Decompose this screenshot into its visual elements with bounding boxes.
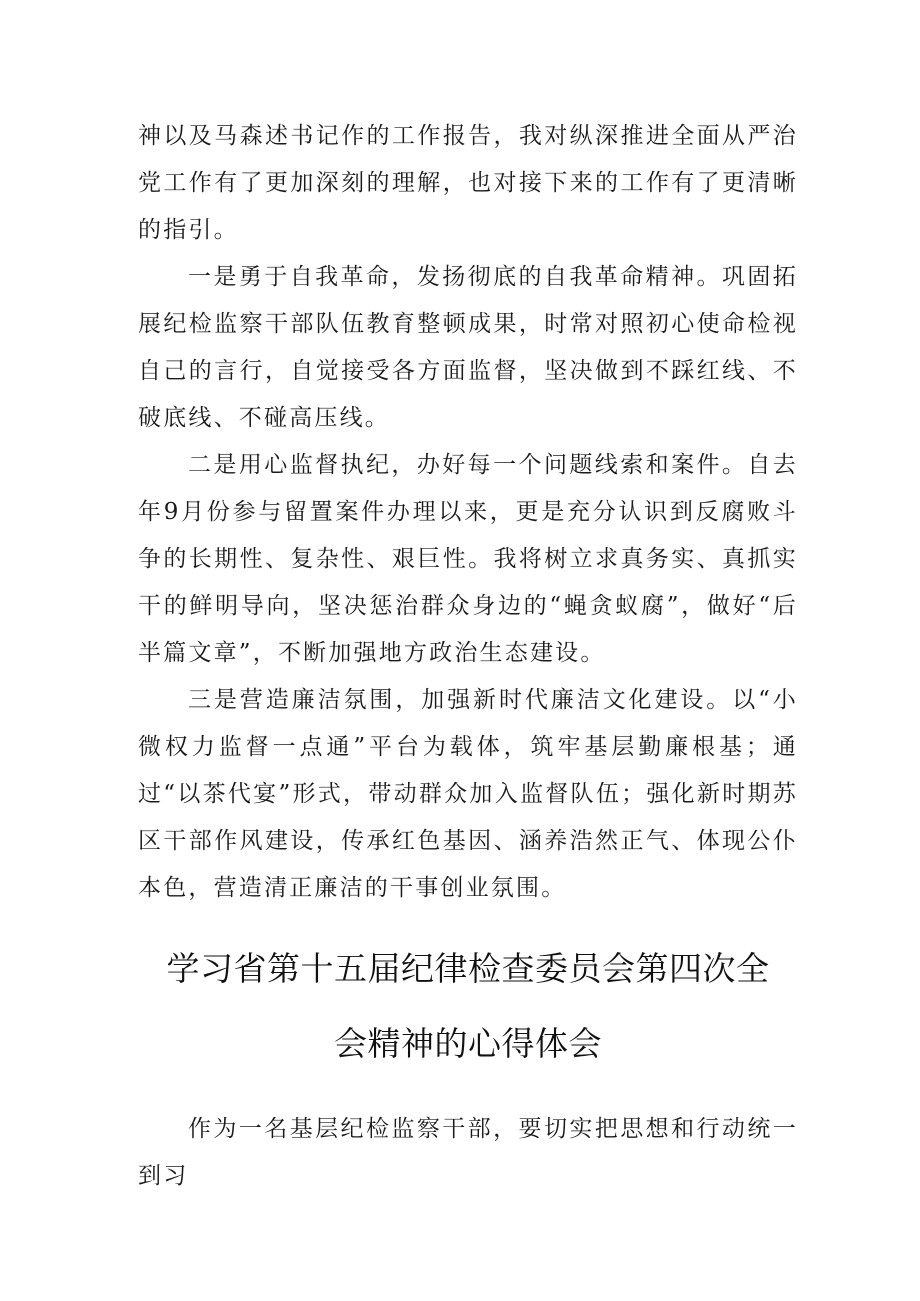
heading-line-1: 学习省第十五届纪律检查委员会第四次全 [166, 949, 770, 988]
paragraph-point-three: 三是营造廉洁氛围，加强新时代廉洁文化建设。以“小微权力监督一点通”平台为载体，筑牢基层勤廉根基；通过“以茶代宴”形式，带动群众加入监督队伍；强化新时期苏区干部作风建设，传承红色基因、涵养浩然正气、体现公仆本色，营造清正廉洁的干事创业氛围。 [138, 687, 798, 901]
paragraph-point-two: 二是用心监督执纪，办好每一个问题线索和案件。自去年9月份参与留置案件办理以来，更是充分认识到反腐败斗争的长期性、复杂性、艰巨性。我将树立求真务实、真抓实干的鲜明导向，坚决惩治群众身边的“蝇贪蚁腐”，做好“后半篇文章”，不断加强地方政治生态建设。 [138, 452, 798, 666]
heading-line-2: 会精神的心得体会 [334, 1024, 602, 1063]
paragraph-point-one: 一是勇于自我革命，发扬彻底的自我革命精神。巩固拓展纪检监察干部队伍教育整顿成果，时常对照初心使命检视自己的言行，自觉接受各方面监督，坚决做到不踩红线、不破底线、不碰高压线。 [138, 264, 798, 431]
body-text-top [138, 113, 798, 912]
paragraph-intro: 作为一名基层纪检监察干部，要切实把思想和行动统一到习 [138, 1116, 798, 1189]
paragraph-continuation: 神以及马森述书记作的工作报告，我对纵深推进全面从严治党工作有了更加深刻的理解，也对接下来的工作有了更清晰的指引。 [138, 123, 798, 243]
section-heading [138, 931, 798, 1081]
body-text-bottom [138, 1106, 798, 1200]
